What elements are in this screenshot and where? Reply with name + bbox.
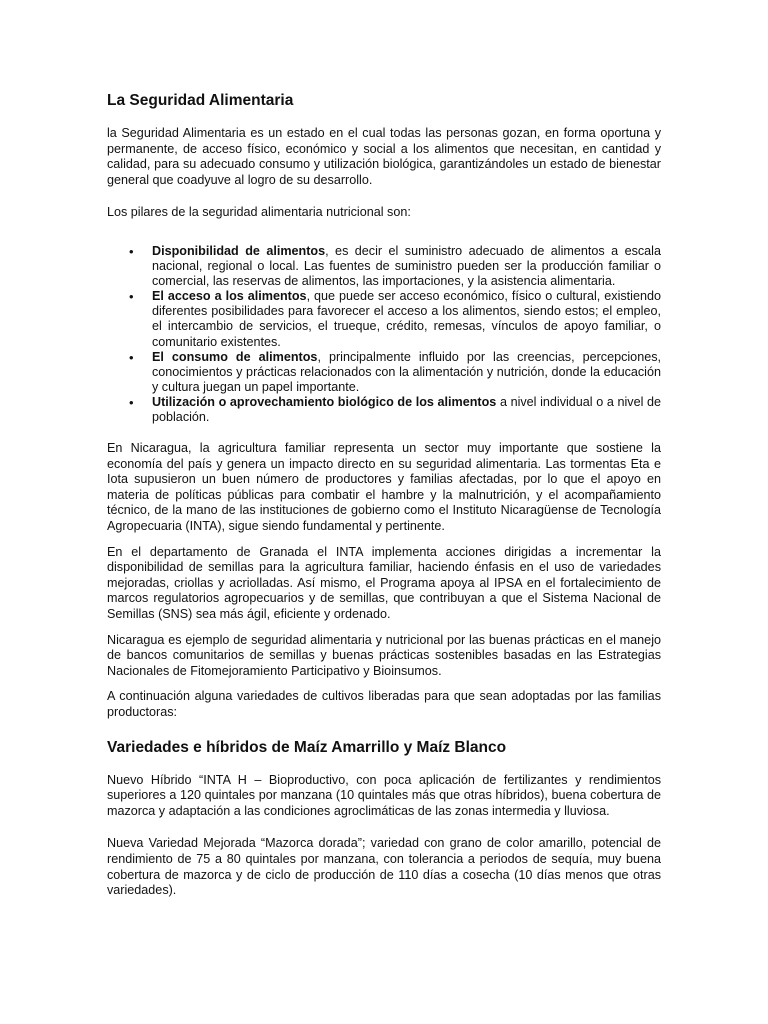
section-heading-varieties: Variedades e híbridos de Maíz Amarrillo y Maíz Blanco	[107, 738, 507, 756]
bullet-icon: •	[129, 243, 134, 259]
pillar-term: El consumo de alimentos	[152, 349, 318, 364]
bullet-icon: •	[129, 394, 134, 410]
pillar-item-access	[107, 289, 661, 349]
document-page	[107, 92, 661, 916]
example-paragraph: Nicaragua es ejemplo de seguridad alimentaria y nutricional por las buenas prácticas en el manejo de bancos comunitarios de semillas y buenas prácticas sostenibles basadas en las Estrategias Nacionales de Fitomejoramiento Participativo y Bioinsumos.	[107, 632, 661, 678]
bullet-icon: •	[129, 349, 134, 365]
pillar-term: El acceso a los alimentos	[152, 289, 307, 304]
nicaragua-paragraph: En Nicaragua, la agricultura familiar representa un sector muy importante que sostiene la economía del país y genera un impacto directo en su seguridad alimentaria. Las tormentas Eta e Iota supusieron un buen número de productores y familias afectadas, por lo que el apoyo en materia de políticas públicas para combatir el hambre y la malnutrición, y el acompañamiento técnico, de la mano de las instituciones de gobierno como el Instituto Nicaragüense de Tecnología Agropecuaria (INTA), sigue siendo fundamental y pertinente.	[107, 441, 661, 534]
hybrid-paragraph: Nuevo Híbrido “INTA H – Bioproductivo, con poca aplicación de fertilizantes y rendimientos superiores a 120 quintales por manzana (10 quintales más que otras híbridos), buena cobertura de mazorca y adaptación a las condiciones agroclimáticas de las zonas intermedia y lluviosa.	[107, 772, 661, 818]
pillar-text: , que puede ser acceso económico, físico o cultural, existiendo diferentes posibilidades para favorecer el acceso a los alimentos, siendo estos; el empleo, el intercambio de servicios, el trueque, crédito, remesas, vínculos de apoyo familiar, o comunitario existentes.	[152, 289, 661, 349]
pillar-term: Disponibilidad de alimentos	[152, 243, 326, 258]
pillar-text: , principalmente influido por las creencias, percepciones, conocimientos y prácticas relacionados con la alimentación y nutrición, donde la educación y cultura juegan un papel importante.	[152, 349, 661, 394]
pillars-intro: Los pilares de la seguridad alimentaria nutricional son:	[107, 205, 411, 220]
pillar-item-availability	[107, 244, 661, 289]
definition-paragraph: la Seguridad Alimentaria es un estado en el cual todas las personas gozan, en forma oportuna y permanente, de acceso físico, económico y social a los alimentos que necesitan, en cantidad y calidad, para su adecuado consumo y utilización biológica, garantizándoles un estado de bienestar general que coadyuve al logro de su desarrollo.	[107, 126, 661, 187]
pillar-text: a nivel individual o a nivel de población.	[152, 394, 662, 424]
variety-paragraph: Nueva Variedad Mejorada “Mazorca dorada”; variedad con grano de color amarillo, potencial de rendimiento de 75 a 80 quintales por manzana, con tolerancia a periodos de sequía, muy buena cobertura de mazorca y de ciclo de producción de 110 días a cosecha (10 días menos que otras variedades).	[107, 836, 661, 898]
document-title: La Seguridad Alimentaria	[107, 92, 294, 109]
pillars-list	[107, 244, 661, 425]
varieties-intro-paragraph: A continuación alguna variedades de cultivos liberadas para que sean adoptadas por las familias productoras:	[107, 689, 661, 719]
bullet-icon: •	[129, 289, 134, 305]
pillar-text: , es decir el suministro adecuado de alimentos a escala nacional, regional o local. Las fuentes de suministro pueden ser la producción familiar o comercial, las reservas de alimentos, las importaciones, y la asistencia alimentaria.	[152, 243, 661, 289]
granada-paragraph: En el departamento de Granada el INTA implementa acciones dirigidas a incrementar la disponibilidad de semillas para la agricultura familiar, haciendo énfasis en el uso de variedades mejoradas, criollas y acriolladas. Así mismo, el Programa apoya al IPSA en el fortalecimiento de marcos regulatorios agropecuarios y de semillas, que contribuyan a que el Sistema Nacional de Semillas (SNS) sea más ágil, eficiente y ordenado.	[107, 544, 661, 622]
pillar-term: Utilización o aprovechamiento biológico de los alimentos	[152, 394, 497, 409]
pillar-item-consumption	[107, 350, 661, 395]
pillar-item-utilization	[107, 395, 661, 425]
